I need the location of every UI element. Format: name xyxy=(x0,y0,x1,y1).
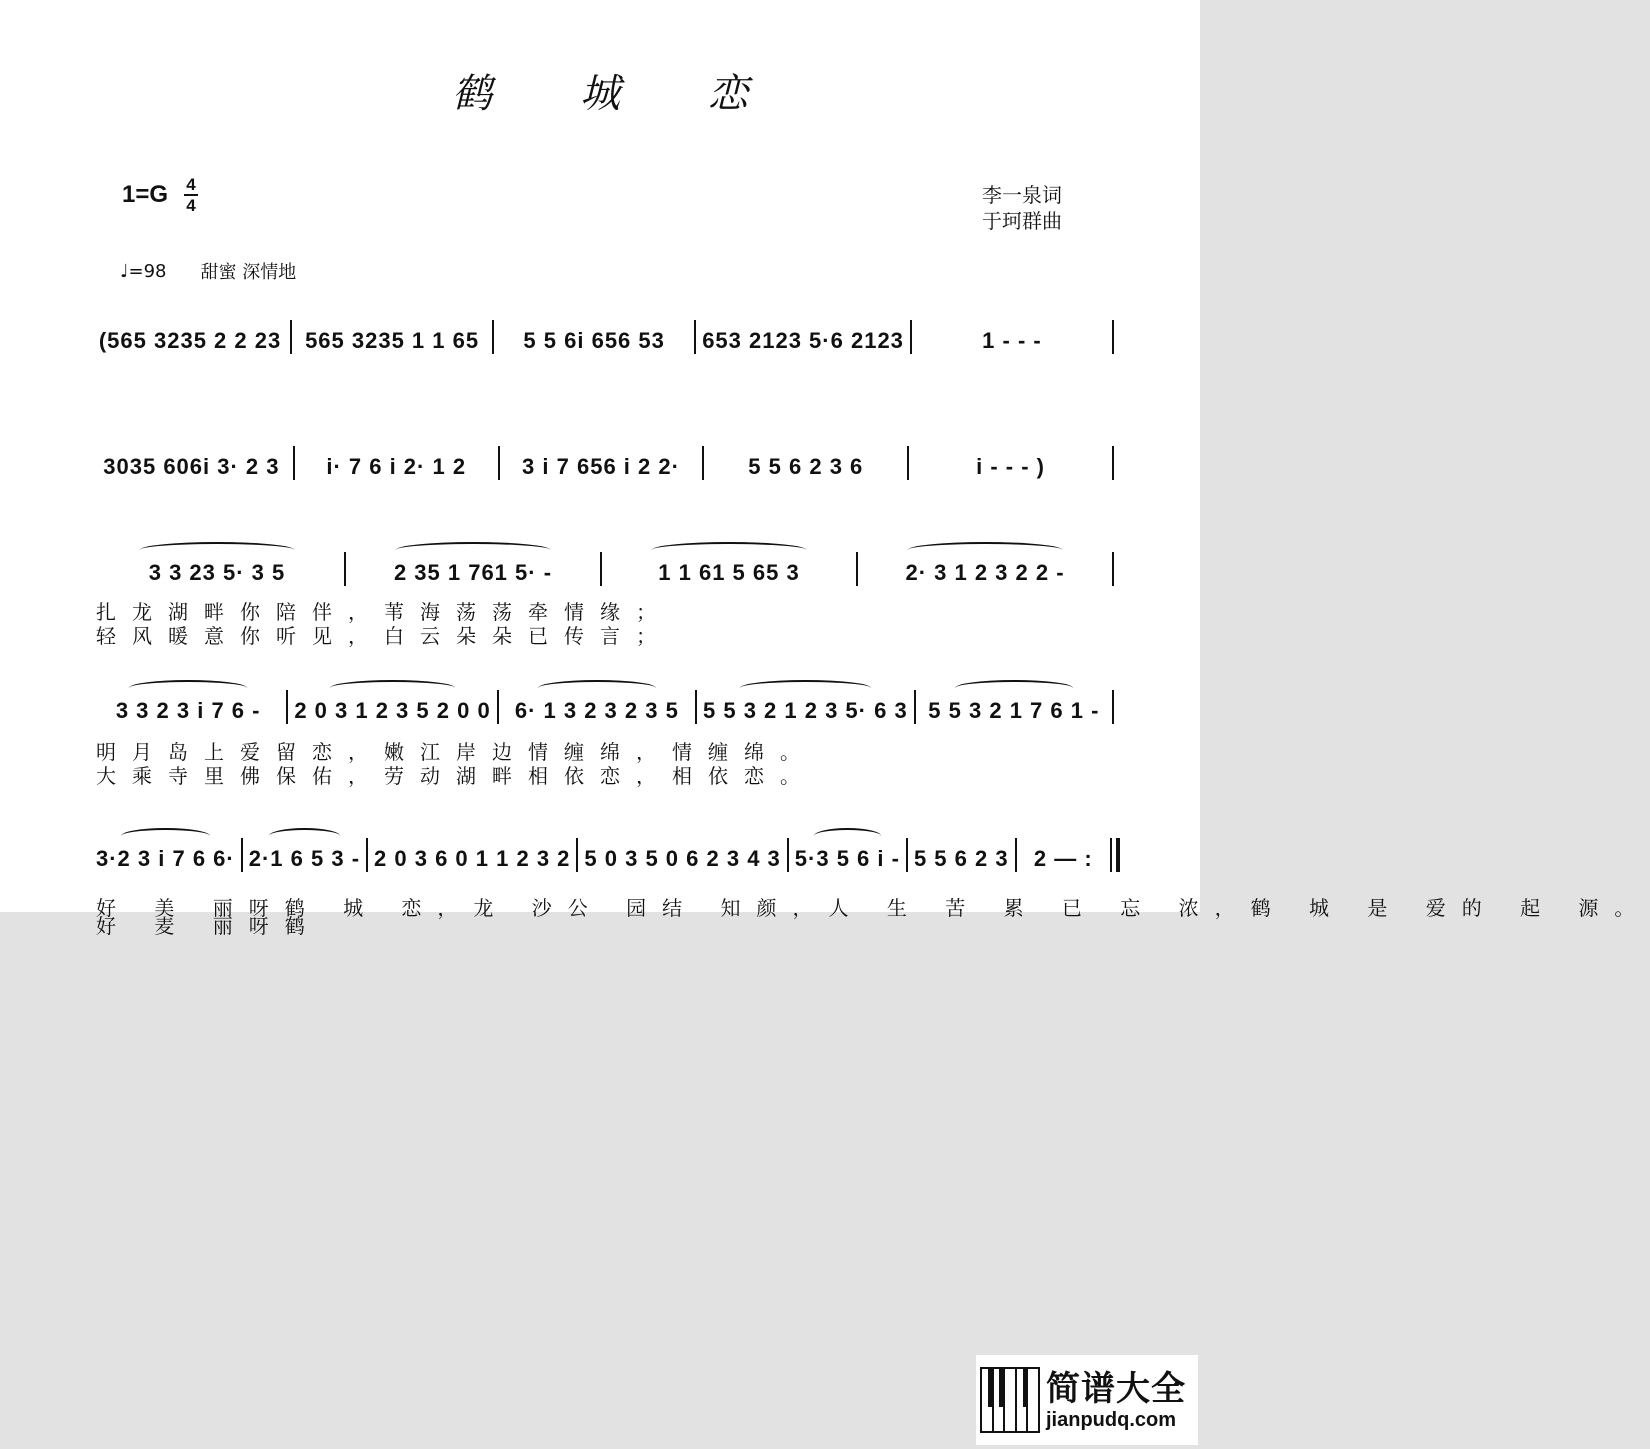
slur xyxy=(129,680,247,696)
measure: 5 5 6i 656 53 xyxy=(523,328,665,353)
slur xyxy=(538,680,656,696)
measure-notes: 5·3 5 6 i - xyxy=(794,846,900,871)
measure xyxy=(249,846,360,872)
piano-key xyxy=(994,1369,1006,1431)
barline xyxy=(856,552,858,586)
slur xyxy=(955,680,1073,696)
measure-notes: 2 — : xyxy=(1033,846,1093,871)
measure: 1 - - - xyxy=(982,328,1042,353)
notation-row-1 xyxy=(96,320,1120,354)
measure: 565 3235 1 1 65 xyxy=(305,328,480,353)
tempo-marking xyxy=(120,258,296,284)
barline xyxy=(344,552,346,586)
lyricist: 李一泉词 xyxy=(982,183,1062,207)
measure xyxy=(703,698,908,724)
slur xyxy=(330,680,456,696)
barline xyxy=(600,552,602,586)
time-top: 4 xyxy=(186,175,196,194)
measure: 3 i 7 656 i 2 2· xyxy=(522,454,680,479)
barline xyxy=(1112,446,1114,480)
measure-notes: 1 1 61 5 65 3 xyxy=(658,560,800,585)
measure-notes: 5 5 3 2 1 7 6 1 - xyxy=(928,698,1100,723)
key-signature xyxy=(122,176,198,214)
barline xyxy=(694,320,696,354)
barline xyxy=(241,838,243,872)
site-logo xyxy=(976,1355,1198,1445)
barline xyxy=(1112,690,1114,724)
barline xyxy=(702,446,704,480)
lyric-verse-2-partial: 好 麦 丽呀鹤 xyxy=(96,914,321,938)
lyric-verse-1: 好 美 丽呀鹤 城 恋，龙 沙公 园结 知颜，人 生 苦 累 已 忘 浓，鹤 城 是 爱的 起 源。 xyxy=(96,896,1650,920)
expression-mark: 甜蜜 深情地 xyxy=(200,262,297,283)
barline xyxy=(293,446,295,480)
measure xyxy=(505,698,689,724)
piano-key xyxy=(1005,1369,1017,1431)
measure xyxy=(96,560,338,586)
measure: 3035 606i 3· 2 3 xyxy=(103,454,280,479)
lyric-verse-2: 轻风暖意你听见，白云朵朵已传言； xyxy=(96,624,672,648)
slur xyxy=(908,542,1063,558)
measure: 653 2123 5·6 2123 xyxy=(702,328,904,353)
credits xyxy=(982,182,1062,234)
slur xyxy=(269,828,340,844)
barline xyxy=(906,838,908,872)
piano-keys-icon xyxy=(980,1367,1040,1433)
measure-notes: 2 0 3 1 2 3 5 2 0 0 xyxy=(294,698,491,723)
key-label: 1=G xyxy=(122,181,169,208)
measure xyxy=(374,846,570,872)
slur xyxy=(652,542,807,558)
measure-notes: 3·2 3 i 7 6 6· xyxy=(96,846,235,871)
barline xyxy=(576,838,578,872)
measure-notes: 2· 3 1 2 3 2 2 - xyxy=(905,560,1065,585)
barline xyxy=(914,690,916,724)
measure xyxy=(1023,846,1104,872)
measure-notes: 6· 1 3 2 3 2 3 5 xyxy=(514,698,679,723)
logo-text xyxy=(1046,1369,1186,1431)
barline xyxy=(910,320,912,354)
measure xyxy=(96,846,235,872)
notation-row-2 xyxy=(96,446,1120,480)
measure-notes: 5 5 3 2 1 2 3 5· 6 3 xyxy=(703,698,908,723)
barline xyxy=(695,690,697,724)
page-title: 鹤城恋 xyxy=(452,71,836,117)
measure xyxy=(608,560,850,586)
measure: i· 7 6 i 2· 1 2 xyxy=(326,454,467,479)
time-bottom: 4 xyxy=(186,196,196,215)
measure-notes: 2·1 6 5 3 - xyxy=(248,846,361,871)
notation-row-3 xyxy=(96,552,1120,586)
time-signature xyxy=(184,176,198,214)
lyric-verse-2: 大乘寺里佛保佑，劳动湖畔相依恋，相依恋。 xyxy=(96,764,816,788)
slur xyxy=(396,542,551,558)
slur xyxy=(740,680,871,696)
slur xyxy=(814,828,881,844)
composer: 于珂群曲 xyxy=(982,209,1062,233)
final-barline xyxy=(1110,838,1120,872)
barline xyxy=(492,320,494,354)
logo-url: jianpudq.com xyxy=(1046,1409,1176,1431)
barline xyxy=(497,690,499,724)
measure xyxy=(96,698,280,724)
measure xyxy=(795,846,900,872)
measure-notes: 2 35 1 761 5· - xyxy=(393,560,553,585)
barline xyxy=(787,838,789,872)
lyric-verse-1: 扎龙湖畔你陪伴，苇海荡荡牵情缘； xyxy=(96,600,672,624)
measure-notes: 2 0 3 6 0 1 1 2 3 2 xyxy=(374,846,571,871)
measure-notes: 3 3 23 5· 3 5 xyxy=(148,560,286,585)
measure: i - - - ) xyxy=(976,454,1046,479)
measure-notes: 3 3 2 3 i 7 6 - xyxy=(115,698,261,723)
piano-key xyxy=(1028,1369,1038,1431)
measure-notes: 5 5 6 2 3 xyxy=(913,846,1009,871)
measure: 5 5 6 2 3 6 xyxy=(748,454,864,479)
measure-notes: 5 0 3 5 0 6 2 3 4 3 xyxy=(584,846,781,871)
measure xyxy=(864,560,1106,586)
logo-name: 简谱大全 xyxy=(1046,1369,1186,1409)
measure xyxy=(914,846,1009,872)
notation-row-5 xyxy=(96,838,1120,872)
tempo-mark: ♩=98 xyxy=(120,260,167,282)
barline xyxy=(1112,320,1114,354)
measure xyxy=(352,560,594,586)
barline xyxy=(366,838,368,872)
barline xyxy=(498,446,500,480)
slur xyxy=(121,828,210,844)
measure: (565 3235 2 2 23 xyxy=(98,328,282,353)
slur xyxy=(140,542,295,558)
notation-row-4 xyxy=(96,690,1120,724)
barline xyxy=(1112,552,1114,586)
barline xyxy=(907,446,909,480)
lyric-verse-1: 明月岛上爱留恋，嫩江岸边情缠绵，情缠绵。 xyxy=(96,740,816,764)
barline xyxy=(286,690,288,724)
barline xyxy=(1015,838,1017,872)
measure xyxy=(584,846,780,872)
measure xyxy=(922,698,1106,724)
measure xyxy=(294,698,490,724)
piano-key xyxy=(982,1369,994,1431)
barline xyxy=(290,320,292,354)
piano-key xyxy=(1017,1369,1029,1431)
